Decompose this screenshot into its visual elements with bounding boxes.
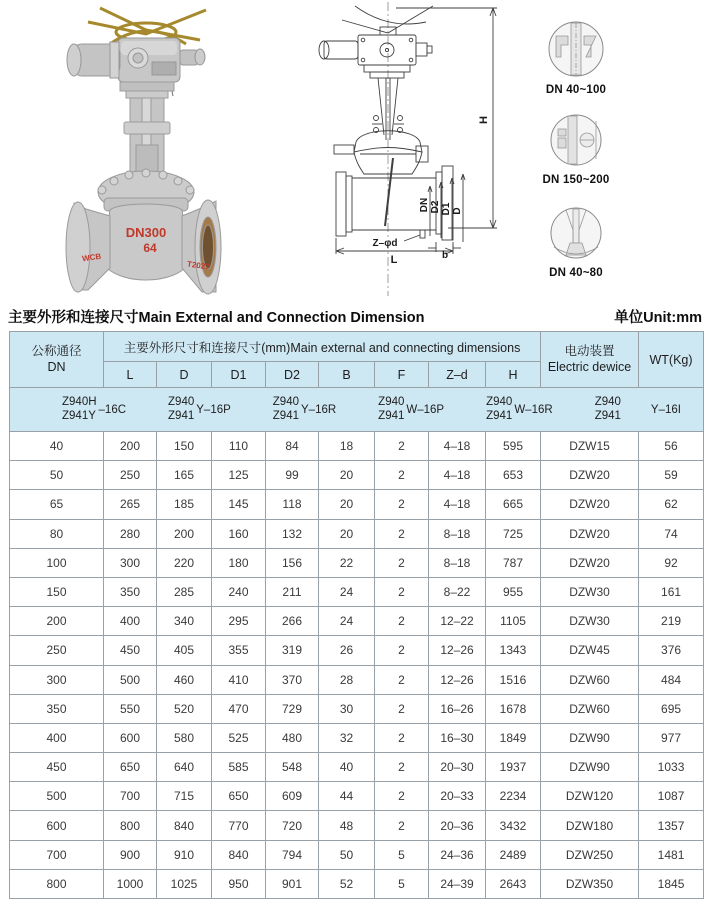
cell: 150	[10, 577, 104, 606]
cell: DZW20	[541, 519, 639, 548]
cell: 1937	[486, 753, 541, 782]
unit-label: 单位Unit:mm	[614, 310, 702, 326]
col-header-2: D	[157, 362, 212, 388]
header-electric-cn: 电动装置	[564, 343, 615, 358]
model-bottom: Z941	[378, 409, 405, 422]
table-row	[10, 490, 704, 519]
cell: 12–26	[429, 636, 486, 665]
cell: 92	[639, 548, 704, 577]
table-row	[10, 782, 704, 811]
cell: 211	[266, 577, 319, 606]
cell: 28	[319, 665, 375, 694]
model-designation-1	[62, 396, 126, 422]
cell: 110	[212, 432, 266, 461]
cell: 470	[212, 694, 266, 723]
cell: 125	[212, 461, 266, 490]
cell: 180	[212, 548, 266, 577]
cell: 1033	[639, 753, 704, 782]
col-header-1: L	[104, 362, 157, 388]
cell: 4–18	[429, 432, 486, 461]
cell: DZW90	[541, 753, 639, 782]
model-top: Z940H	[62, 396, 97, 409]
cell: 250	[104, 461, 157, 490]
cell: DZW90	[541, 723, 639, 752]
cell: 200	[104, 432, 157, 461]
dim-label-d1: D1	[441, 202, 452, 216]
model-bottom: Z941	[168, 409, 195, 422]
table-row	[10, 432, 704, 461]
cell: 900	[104, 840, 157, 869]
cell: 720	[266, 811, 319, 840]
cell: 715	[157, 782, 212, 811]
model-designation-4	[378, 396, 444, 422]
cell: 585	[212, 753, 266, 782]
cell: 700	[104, 782, 157, 811]
cell: 20	[319, 461, 375, 490]
model-bottom: Z941	[486, 409, 513, 422]
header-electric	[541, 332, 639, 388]
cell: 1849	[486, 723, 541, 752]
model-suffix: Y–16I	[650, 403, 681, 416]
col-header-4: D2	[266, 362, 319, 388]
table-row	[10, 665, 704, 694]
model-top: Z940	[272, 396, 299, 409]
cell: 285	[157, 577, 212, 606]
cell: 400	[104, 607, 157, 636]
cell: 56	[639, 432, 704, 461]
table-row	[10, 577, 704, 606]
marking-dn: DN300	[125, 225, 167, 240]
cell: 548	[266, 753, 319, 782]
cell: 901	[266, 869, 319, 898]
cell: 1357	[639, 811, 704, 840]
model-designation-3	[273, 396, 336, 422]
model-suffix: Y–16R	[301, 403, 337, 416]
cell: 355	[212, 636, 266, 665]
cell: 220	[157, 548, 212, 577]
cell: 118	[266, 490, 319, 519]
cell: 595	[486, 432, 541, 461]
yoke-stem	[120, 82, 174, 178]
cell: 600	[10, 811, 104, 840]
cell: 1087	[639, 782, 704, 811]
detail-label-3: DN 40~80	[549, 267, 603, 279]
model-suffix: W–16P	[406, 403, 445, 416]
cell: 16–30	[429, 723, 486, 752]
detail-view-1	[528, 20, 624, 96]
header-electric-en: Electric dewice	[547, 359, 632, 374]
cell: DZW180	[541, 811, 639, 840]
cell: 32	[319, 723, 375, 752]
cell: 1845	[639, 869, 704, 898]
cell: 2	[375, 519, 429, 548]
cell: 16–26	[429, 694, 486, 723]
cell: 520	[157, 694, 212, 723]
cell: DZW45	[541, 636, 639, 665]
cell: 840	[157, 811, 212, 840]
cell: 2	[375, 694, 429, 723]
cell: 52	[319, 869, 375, 898]
cell: 44	[319, 782, 375, 811]
header-dn-cn: 公称通径	[31, 343, 82, 358]
cell: 650	[212, 782, 266, 811]
cell: 2	[375, 548, 429, 577]
cell: 350	[10, 694, 104, 723]
table-row	[10, 607, 704, 636]
cell: 59	[639, 461, 704, 490]
table-row	[10, 811, 704, 840]
col-header-6: F	[375, 362, 429, 388]
cell: 1025	[157, 869, 212, 898]
table-row	[10, 461, 704, 490]
cell: 156	[266, 548, 319, 577]
cell: 50	[10, 461, 104, 490]
cell: 794	[266, 840, 319, 869]
cell: 450	[104, 636, 157, 665]
cell: 725	[486, 519, 541, 548]
cell: 74	[639, 519, 704, 548]
cell: 2	[375, 753, 429, 782]
table-row	[10, 753, 704, 782]
cell: 20–36	[429, 811, 486, 840]
cell: 410	[212, 665, 266, 694]
cell: 770	[212, 811, 266, 840]
model-designation-6	[595, 396, 681, 422]
cell: 99	[266, 461, 319, 490]
cell: 1516	[486, 665, 541, 694]
table-row	[10, 869, 704, 898]
cell: 62	[639, 490, 704, 519]
cell: 18	[319, 432, 375, 461]
dim-label-h: H	[478, 116, 490, 124]
cell: 640	[157, 753, 212, 782]
cell: 132	[266, 519, 319, 548]
section-title-row	[0, 301, 711, 329]
cell: 350	[104, 577, 157, 606]
cell: 955	[486, 577, 541, 606]
cell: 300	[10, 665, 104, 694]
marking-pn: 64	[143, 241, 157, 255]
model-top: Z940	[486, 396, 513, 409]
dim-label-b: b	[441, 250, 449, 261]
cell: 2	[375, 577, 429, 606]
cell: 161	[639, 577, 704, 606]
cell: 600	[104, 723, 157, 752]
marking-serial: T2027	[186, 259, 211, 272]
cell: 40	[319, 753, 375, 782]
model-bottom: Z941	[594, 409, 621, 422]
detail-circle-3	[546, 205, 606, 261]
header-dn-en: DN	[47, 359, 66, 374]
cell: 5	[375, 869, 429, 898]
cell: 2	[375, 782, 429, 811]
cell: 280	[104, 519, 157, 548]
cell: 370	[266, 665, 319, 694]
detail-circle-1	[546, 20, 606, 78]
cell: 800	[10, 869, 104, 898]
model-designation-5	[486, 396, 553, 422]
cell: DZW60	[541, 694, 639, 723]
cell: DZW30	[541, 577, 639, 606]
table-row	[10, 636, 704, 665]
dim-label-d2: D2	[430, 200, 441, 214]
model-top: Z940	[594, 396, 621, 409]
header-wt: WT(Kg)	[639, 332, 704, 388]
cell: 950	[212, 869, 266, 898]
cell: 460	[157, 665, 212, 694]
cell: 4–18	[429, 490, 486, 519]
cell: 2234	[486, 782, 541, 811]
valve-photo	[58, 0, 233, 300]
cell: 480	[266, 723, 319, 752]
cell: 24–36	[429, 840, 486, 869]
model-designations-row	[10, 388, 704, 432]
cell: 700	[10, 840, 104, 869]
col-header-3: D1	[212, 362, 266, 388]
cell: DZW20	[541, 490, 639, 519]
cell: 840	[212, 840, 266, 869]
product-illustrations	[0, 0, 711, 300]
cell: 265	[104, 490, 157, 519]
cell: 2	[375, 461, 429, 490]
dim-label-zd: Z–φd	[372, 238, 398, 249]
cell: 1000	[104, 869, 157, 898]
cell: 2	[375, 723, 429, 752]
cell: DZW20	[541, 461, 639, 490]
cell: 2	[375, 490, 429, 519]
cell: 295	[212, 607, 266, 636]
model-designation-2	[168, 396, 231, 422]
detail-circle-2	[546, 112, 606, 168]
cell: 665	[486, 490, 541, 519]
cell: 1105	[486, 607, 541, 636]
cell: 1343	[486, 636, 541, 665]
cell: 5	[375, 840, 429, 869]
col-header-7: Z–d	[429, 362, 486, 388]
model-suffix: –16C	[98, 403, 127, 416]
cell: 2	[375, 432, 429, 461]
cell: DZW20	[541, 548, 639, 577]
cell: 8–18	[429, 519, 486, 548]
cell: 30	[319, 694, 375, 723]
table-row	[10, 519, 704, 548]
cell: 20–30	[429, 753, 486, 782]
cell: 20	[319, 519, 375, 548]
cell: 300	[104, 548, 157, 577]
model-top: Z940	[378, 396, 405, 409]
cell: 376	[639, 636, 704, 665]
cell: 26	[319, 636, 375, 665]
cell: 240	[212, 577, 266, 606]
detail-view-2	[528, 112, 624, 186]
cell: 650	[104, 753, 157, 782]
cell: 20–33	[429, 782, 486, 811]
cell: 145	[212, 490, 266, 519]
cell: 12–22	[429, 607, 486, 636]
cell: 500	[104, 665, 157, 694]
cell: 910	[157, 840, 212, 869]
col-header-5: B	[319, 362, 375, 388]
cell: 40	[10, 432, 104, 461]
cell: 150	[157, 432, 212, 461]
cell: 1678	[486, 694, 541, 723]
cell: 65	[10, 490, 104, 519]
cell: 4–18	[429, 461, 486, 490]
cell: 185	[157, 490, 212, 519]
cell: DZW15	[541, 432, 639, 461]
detail-label-1: DN 40~100	[545, 84, 607, 96]
cell: 24	[319, 607, 375, 636]
cell: 319	[266, 636, 319, 665]
cell: 2	[375, 607, 429, 636]
cell: DZW60	[541, 665, 639, 694]
cell: 160	[212, 519, 266, 548]
cell: 20	[319, 490, 375, 519]
cell: 787	[486, 548, 541, 577]
detail-view-3	[528, 205, 624, 279]
cell: 8–18	[429, 548, 486, 577]
model-bottom: Z941Y	[62, 409, 96, 422]
cell: 100	[10, 548, 104, 577]
cell: 165	[157, 461, 212, 490]
cell: 200	[10, 607, 104, 636]
cell: 1481	[639, 840, 704, 869]
cell: 250	[10, 636, 104, 665]
cell: 653	[486, 461, 541, 490]
cell: 22	[319, 548, 375, 577]
cell: 2	[375, 811, 429, 840]
dim-label-dn: DN	[419, 197, 430, 213]
cell: 200	[157, 519, 212, 548]
cell: 977	[639, 723, 704, 752]
detail-label-2: DN 150~200	[542, 174, 610, 186]
cell: 609	[266, 782, 319, 811]
marking-material: WCB	[81, 251, 102, 264]
seat-detail-views	[528, 0, 624, 300]
cell: 695	[639, 694, 704, 723]
dim-label-d: D	[452, 207, 463, 215]
section-title: 主要外形和连接尺寸Main External and Connection Dimension	[8, 310, 425, 326]
cell: 2489	[486, 840, 541, 869]
header-dn	[10, 332, 104, 388]
cell: 450	[10, 753, 104, 782]
col-header-8: H	[486, 362, 541, 388]
model-top: Z940	[168, 396, 195, 409]
table-row	[10, 840, 704, 869]
cell: 80	[10, 519, 104, 548]
cell: 24	[319, 577, 375, 606]
cell: 550	[104, 694, 157, 723]
cell: DZW250	[541, 840, 639, 869]
cell: 405	[157, 636, 212, 665]
table-row	[10, 694, 704, 723]
cell: 2	[375, 665, 429, 694]
dimension-table	[9, 331, 704, 899]
cell: 48	[319, 811, 375, 840]
model-suffix: Y–16P	[196, 403, 231, 416]
cell: 800	[104, 811, 157, 840]
header-group: 主要外形尺寸和连接尺寸(mm)Main external and connecting dimensions	[104, 332, 541, 362]
cell: 8–22	[429, 577, 486, 606]
cell: 84	[266, 432, 319, 461]
cell: DZW120	[541, 782, 639, 811]
model-bottom: Z941	[272, 409, 299, 422]
cell: 340	[157, 607, 212, 636]
table-row	[10, 723, 704, 752]
cell: 400	[10, 723, 104, 752]
cell: 24–39	[429, 869, 486, 898]
cell: 2	[375, 636, 429, 665]
cell: 50	[319, 840, 375, 869]
table-row	[10, 548, 704, 577]
cell: 500	[10, 782, 104, 811]
dimension-drawing	[300, 0, 510, 300]
cell: 729	[266, 694, 319, 723]
cell: 219	[639, 607, 704, 636]
model-suffix: W–16R	[514, 403, 553, 416]
cell: 12–26	[429, 665, 486, 694]
cell: 484	[639, 665, 704, 694]
cell: 525	[212, 723, 266, 752]
cell: 266	[266, 607, 319, 636]
dim-label-l: L	[390, 254, 398, 266]
cell: DZW350	[541, 869, 639, 898]
cell: 3432	[486, 811, 541, 840]
cell: 580	[157, 723, 212, 752]
cell: DZW30	[541, 607, 639, 636]
cell: 2643	[486, 869, 541, 898]
